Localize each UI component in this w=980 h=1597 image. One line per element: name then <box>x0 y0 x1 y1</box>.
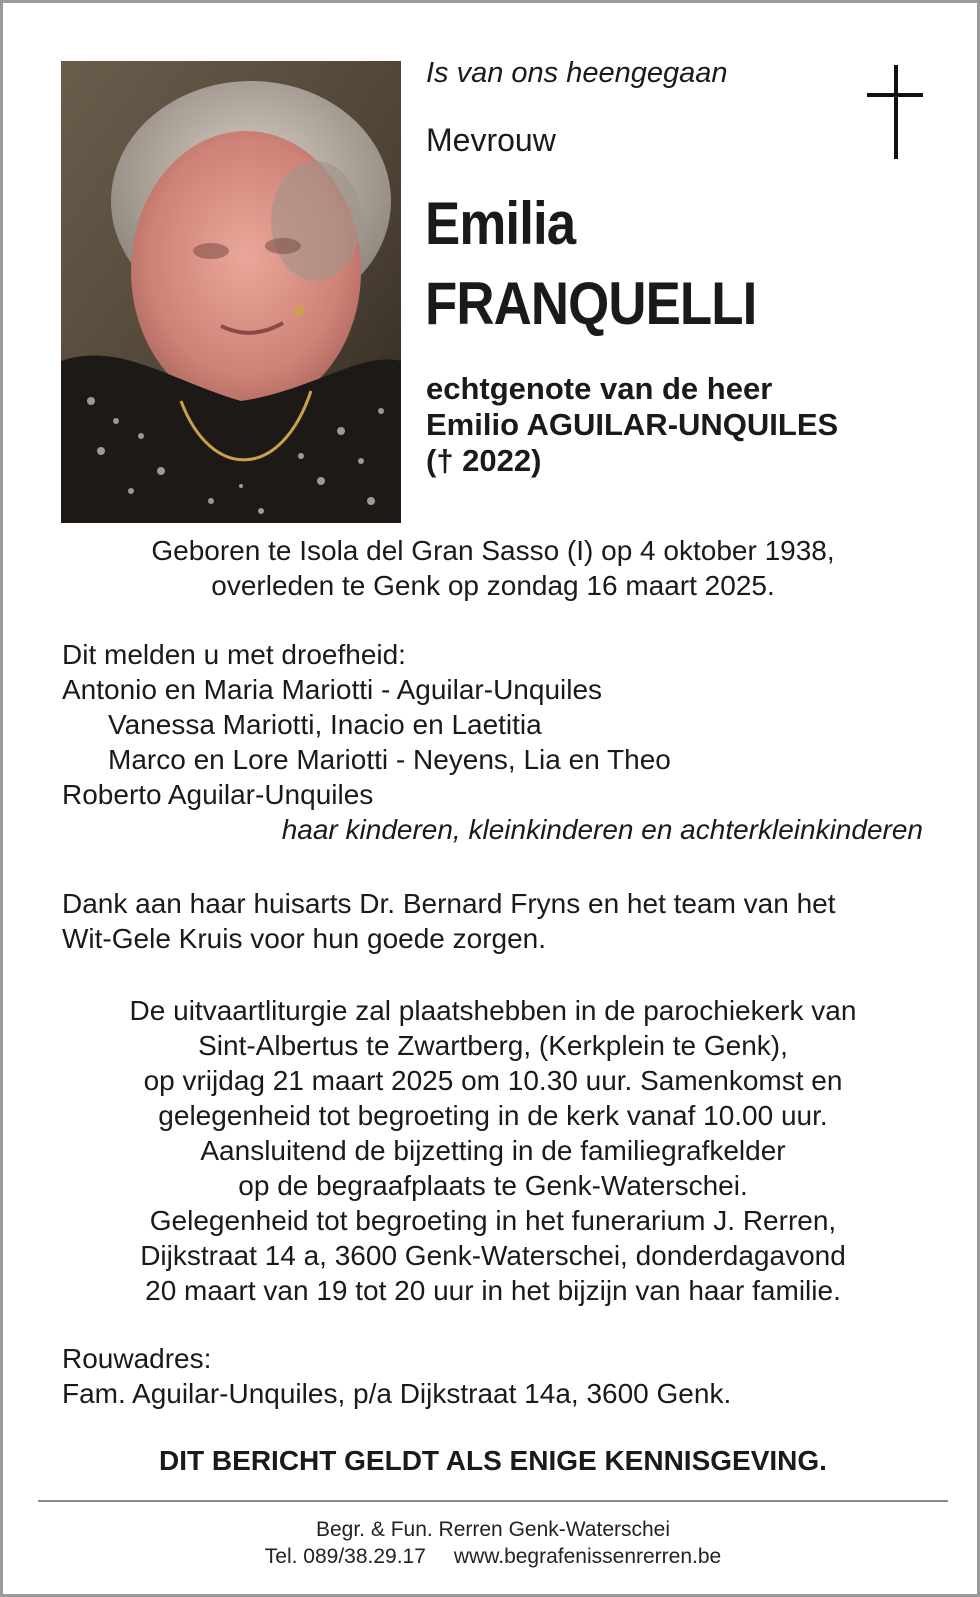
spouse-block <box>426 371 838 479</box>
thanks-line: Dank aan haar huisarts Dr. Bernard Fryns en het team van het <box>62 888 836 919</box>
family-relation: haar kinderen, kleinkinderen en achterkleinkinderen <box>281 814 923 845</box>
phone-number: Tel. 089/38.29.17 <box>264 1545 426 1568</box>
contact-line <box>3 1543 980 1570</box>
mourning-label: Rouwadres: <box>62 1343 212 1374</box>
funeral-company: Begr. & Fun. Rerren Genk-Waterschei <box>315 1518 671 1541</box>
thanks-block <box>62 886 942 956</box>
funeral-line: op de begraafplaats te Genk-Waterschei. <box>238 1170 748 1201</box>
family-member: Antonio en Maria Mariotti - Aguilar-Unquiles <box>62 674 603 705</box>
funeral-line: Sint-Albertus te Zwartberg, (Kerkplein te Genk), <box>198 1030 788 1061</box>
funeral-line: Gelegenheid tot begroeting in het funerarium J. Rerren, <box>149 1205 837 1236</box>
funeral-line: Aansluitend de bijzetting in de familiegrafkelder <box>200 1135 786 1166</box>
portrait-photo <box>61 61 401 523</box>
footer-divider <box>38 1500 948 1502</box>
funeral-line: op vrijdag 21 maart 2025 om 10.30 uur. Samenkomst en <box>143 1065 843 1096</box>
announcement-block <box>62 637 932 847</box>
death-line: overleden te Genk op zondag 16 maart 2025. <box>211 570 775 601</box>
spouse-line: Emilio AGUILAR-UNQUILES <box>426 407 839 442</box>
announcement-intro: Dit melden u met droefheid: <box>62 639 406 670</box>
funeral-line: gelegenheid tot begroeting in de kerk vanaf 10.00 uur. <box>158 1100 828 1131</box>
cross-icon-graphic <box>867 65 927 165</box>
funeral-line: De uitvaartliturgie zal plaatshebben in de parochiekerk van <box>129 995 857 1026</box>
thanks-line: Wit-Gele Kruis voor hun goede zorgen. <box>62 923 547 954</box>
portrait-image <box>61 61 401 523</box>
family-member: Roberto Aguilar-Unquiles <box>62 779 374 810</box>
website-link[interactable]: www.begrafenissenrerren.be <box>453 1545 722 1568</box>
birth-line: Geboren te Isola del Gran Sasso (I) op 4 oktober 1938, <box>151 535 835 566</box>
spouse-line: echtgenote van de heer <box>426 371 773 406</box>
deceased-first-name: Emilia <box>425 190 576 257</box>
funeral-line: 20 maart van 19 tot 20 uur in het bijzijn van haar familie. <box>145 1275 841 1306</box>
intro-text: Is van ons heengegaan <box>426 57 728 89</box>
birth-death-block <box>3 533 980 603</box>
salutation: Mevrouw <box>426 122 556 158</box>
mourning-address-text: Fam. Aguilar-Unquiles, p/a Dijkstraat 14a, 3600 Genk. <box>62 1378 732 1409</box>
spouse-line: († 2022) <box>426 443 542 478</box>
deceased-last-name: FRANQUELLI <box>425 270 757 337</box>
footer <box>3 1516 980 1570</box>
funeral-details <box>3 993 980 1308</box>
family-member: Vanessa Mariotti, Inacio en Laetitia <box>108 709 542 740</box>
funeral-line: Dijkstraat 14 a, 3600 Genk-Waterschei, donderdagavond <box>140 1240 846 1271</box>
sole-notice: DIT BERICHT GELDT ALS ENIGE KENNISGEVING. <box>159 1445 827 1476</box>
family-member: Marco en Lore Mariotti - Neyens, Lia en Theo <box>108 744 671 775</box>
cross-icon <box>867 65 927 165</box>
mourning-address <box>62 1341 942 1411</box>
